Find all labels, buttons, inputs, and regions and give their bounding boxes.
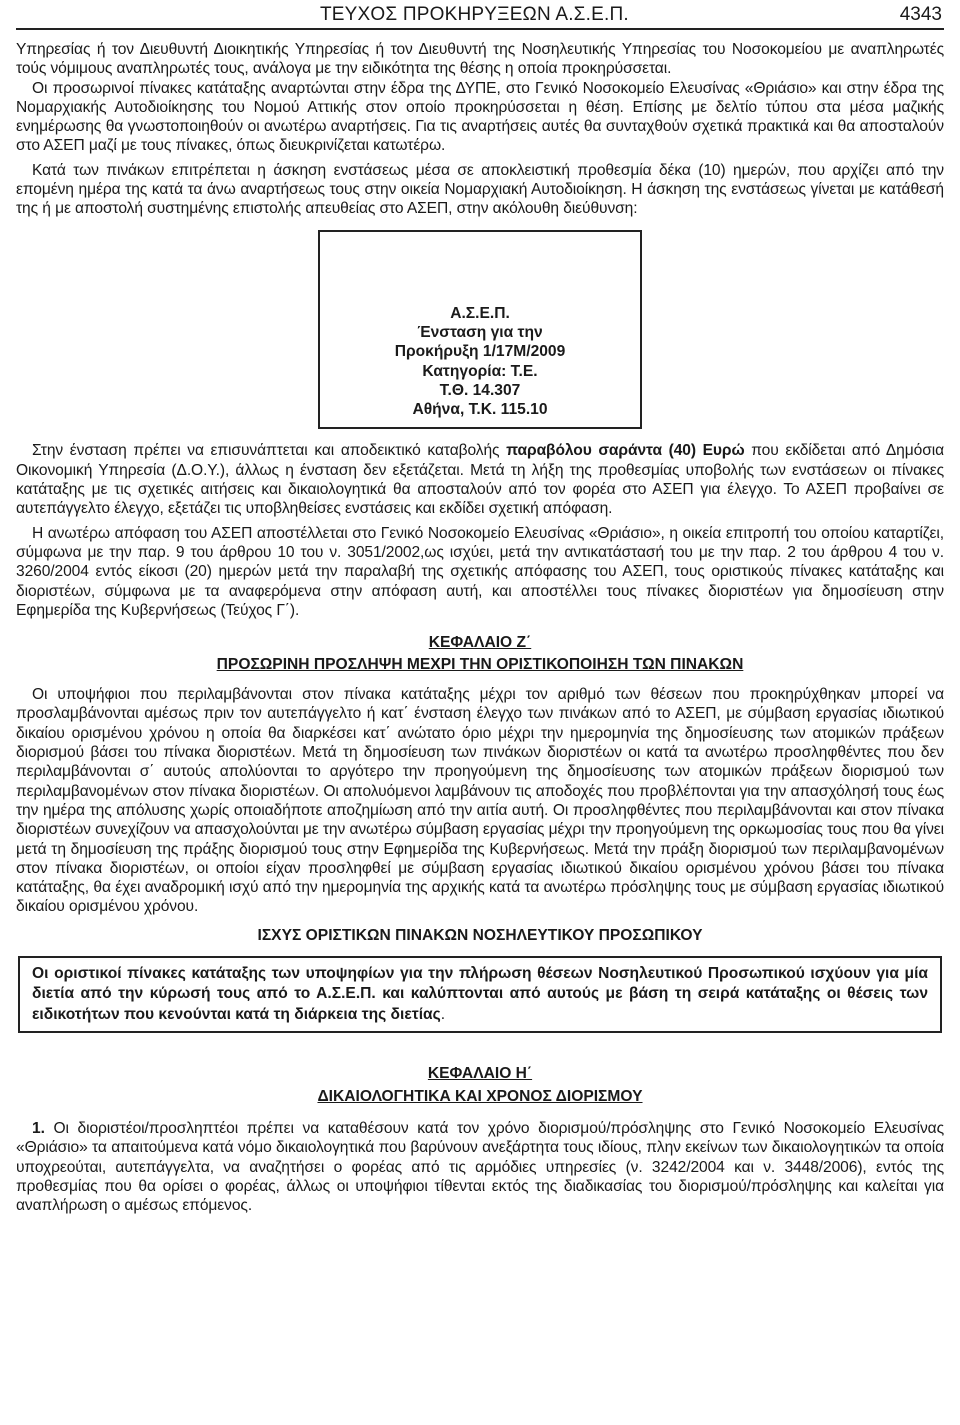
address-line-1: Α.Σ.Ε.Π. [450, 304, 510, 322]
address-box [318, 230, 642, 430]
chapter-z-title: ΠΡΟΣΩΡΙΝΗ ΠΡΟΣΛΗΨΗ ΜΕΧΡΙ ΤΗΝ ΟΡΙΣΤΙΚΟΠΟΙΗΣΗ ΤΩΝ ΠΙΝΑΚΩΝ [216, 656, 744, 674]
address-line-2: Ένσταση για την [417, 323, 543, 341]
document-page [16, 0, 944, 1216]
validity-heading: ΙΣΧΥΣ ΟΡΙΣΤΙΚΩΝ ΠΙΝΑΚΩΝ ΝΟΣΗΛΕΥΤΙΚΟΥ ΠΡΟΣΩΠΙΚΟΥ [257, 926, 703, 944]
paragraph-7-text: Οι διοριστέοι/προσληπτέοι πρέπει να καταθέσουν κατά τον χρόνο διορισμού/πρόσληψης στο Γενικό Νοσοκομείο Ελευσίνας «Θριάσιο» τα απαιτούμενα κατά νόμο δικαιολογητικά που βαρύνουν ανεξάρτητα τους ιδίους, πλην εκείνων των δικαιολογητικών τα οποία υποχρεούται, αυτεπάγγελτα, να αναζητήσει ο φορέας από τις αρμόδιες υπηρεσίες (ν. 3242/2004 και ν. 3448/2006), εντός της προθεσμίας που θα ορίσει ο φορέας, άλλως οι υποψήφιοι τίθενται εκτός της διαδικασίας του διορισμού/πρόσληψης και καλείται για αναπλήρωση ο αμέσως επόμενος. [16, 1120, 944, 1215]
validity-end: . [440, 1005, 446, 1023]
paragraph-3: Κατά των πινάκων επιτρέπεται η άσκηση ενστάσεως μέσα σε αποκλειστική προθεσμία δέκα (10) ημερών, που αρχίζει από την επομένη ημέρα της κατά τα άνω αναρτήσεως τους στην οικεία Νομαρχιακή Αυτοδιοίκηση. Η άσκηση της ενστάσεως γίνεται με κατάθεσή της ή με αποστολή συστημένης επιστολής απευθείας στο ΑΣΕΠ, στην ακόλουθη διεύθυνση: [16, 161, 944, 218]
chapter-h-heading: ΚΕΦΑΛΑΙΟ Η΄ [427, 1065, 533, 1083]
paragraph-6: Οι υποψήφιοι που περιλαμβάνονται στον πίνακα κατάταξης μέχρι τον αριθμό των θέσεων που προκηρύχθηκαν μπορεί να προσλαμβάνονται αμέσως πριν τον αυτεπάγγελτο ή κατ΄ ένσταση έλεγχο των πινάκων από το ΑΣΕΠ, με σύμβαση εργασίας ιδιωτικού δικαίου ορισμένου χρόνου η οποία θα διαρκέσει κατ΄ ανώτατο όριο μέχρι την ημερομηνία της δημοσίευσης των ατομικών πράξεων διορισμού βάσει του πίνακα διοριστέων. Μετά τη δημοσίευση των πινάκων διοριστέων οι κατά τα ανωτέρω προσληφθέντες που δεν περιλαμβάνονται σ΄ αυτούς απολύονται το αργότερο την προηγούμενη της δημοσίευσης των ατομικών πράξεων διορισμού των περιλαμβανομένων στον πίνακα διοριστέων. Οι απολυόμενοι λαμβάνουν τις αποδοχές που προβλέπονται για την απασχόλησή τους έως την ημέρα της απόλυσης χωρίς οποιαδήποτε αποζημίωση από την αιτία αυτή. Οι προσληφθέντες που περιλαμβάνονται και στον πίνακα διοριστέων συνεχίζουν να απασχολούνται με την ανωτέρω σύμβαση εργασίας μέχρι την προηγούμενη της ορκωμοσίας τους που θα γίνει μετά τη δημοσίευση της πράξης διορισμού τους στην Εφημερίδα της Κυβερνήσεως. Μετά την πράξη διορισμού των περιλαμβανομένων στον πίνακα διοριστέων, οι οποίοι είχαν προσληφθεί με σύμβαση εργασίας ιδιωτικού δικαίου ορισμένου χρόνου βάσει του πίνακα κατάταξης, θα έχει αναδρομική ισχύ από την ημερομηνία της αρχικής κατά τα ανωτέρω πρόσληψης τους με σύμβαση εργασίας ιδιωτικού δικαίου ορισμένου χρόνου. [16, 686, 944, 916]
address-line-6: Αθήνα, Τ.Κ. 115.10 [412, 401, 548, 419]
paragraph-4 [16, 441, 944, 518]
paragraph-4-start: Στην ένσταση πρέπει να επισυνάπτεται και αποδεικτικό καταβολής [32, 442, 507, 460]
address-line-4: Κατηγορία: Τ.Ε. [422, 362, 538, 380]
validity-box [18, 956, 942, 1034]
chapter-z-heading: ΚΕΦΑΛΑΙΟ Ζ΄ [428, 634, 532, 652]
item-number: 1. [32, 1120, 45, 1138]
page-number: 4343 [899, 4, 942, 25]
paragraph-1: Υπηρεσίας ή τον Διευθυντή Διοικητικής Υπηρεσίας ή τον Διευθυντή της Νοσηλευτικής Υπηρεσίας του Νοσοκομείου με αναπληρωτές τούς νόμιμους αναπληρωτές τους, ανάλογα με την ειδικότητα της θέσης η οποία προκηρύσσεται. [16, 41, 944, 78]
paragraph-7 [16, 1119, 944, 1215]
paragraph-5: Η ανωτέρω απόφαση του ΑΣΕΠ αποστέλλεται στο Γενικό Νοσοκομείο Ελευσίνας «Θριάσιο», η οικεία επιτροπή του οποίου καταρτίζει, σύμφωνα με την παρ. 9 του άρθρου 10 του ν. 3051/2002,ως ισχύει, μετά την αντικατάστασή του με την παρ. 2 του άρθρου 4 του ν. 3260/2004 εντός είκοσι (20) ημερών μετά την παραλαβή της σχετικής απόφασης του ΑΣΕΠ, τους οριστικούς πίνακες κατάταξης και διοριστέων, σύμφωνα με τα αναφερόμενα στην απόφαση αυτή, και αποστέλλει τους πίνακες διοριστέων για δημοσίευση στην Εφημερίδα της Κυβερνήσεως (Τεύχος Γ΄). [16, 524, 944, 619]
paragraph-4-rest: που εκδίδεται από Δημόσια Οικονομική Υπηρεσία (Δ.Ο.Υ.), άλλως η ένσταση δεν εξετάζεται. Μετά τη λήξη της προθεσμίας υποβολής των ενστάσεων οι πίνακες κατάταξης με τις σχετικές αιτήσεις και δικαιολογητικά θα αποσταλούν από τον φορέα στο ΑΣΕΠ για έλεγχο. Το ΑΣΕΠ προβαίνει σε αυτεπάγγελτο έλεγχο, εξετάζει τις υποβληθείσες ενστάσεις και εκδίδει σχετική απόφαση. [16, 442, 944, 518]
validity-text: Οι οριστικοί πίνακες κατάταξης των υποψηφίων για την πλήρωση θέσεων Νοσηλευτικού Προσωπικού ισχύουν για μία διετία από την κύρωσή τους από το Α.Σ.Ε.Π. και καλύπτονται από αυτούς με βάση τη σειρά κατάταξης οι θέσεις των ειδικοτήτων που κενούνται κατά τη διάρκεια της διετίας [32, 964, 928, 1023]
paragraph-2: Οι προσωρινοί πίνακες κατάταξης αναρτώνται στην έδρα της ΔΥΠΕ, στο Γενικό Νοσοκομείο Ελευσίνας «Θριάσιο» και στην έδρα της Νομαρχιακής Αυτοδιοίκησης του Νομού Αττικής στον οποίο προκηρύσσεται η θέση. Επίσης με δελτίο τύπου στα μέσα μαζικής ενημέρωσης θα γνωστοποιηθούν οι ανωτέρω αναρτήσεις. Για τις αναρτήσεις αυτές θα συνταχθούν σχετικά πρακτικά και θα αποσταλούν στο ΑΣΕΠ μαζί με τους πίνακες, όπως διευκρινίζεται κατωτέρω. [16, 79, 944, 155]
address-line-5: Τ.Θ. 14.307 [439, 381, 521, 399]
issue-title: ΤΕΥΧΟΣ ΠΡΟΚΗΡΥΞΕΩΝ Α.Σ.Ε.Π. [320, 4, 629, 25]
page-header [16, 2, 944, 32]
fee-amount: παραβόλου σαράντα (40) Ευρώ [506, 442, 745, 460]
header-rule [16, 28, 944, 30]
chapter-h-title: ΔΙΚΑΙΟΛΟΓΗΤΙΚΑ ΚΑΙ ΧΡΟΝΟΣ ΔΙΟΡΙΣΜΟΥ [317, 1088, 643, 1106]
address-line-3: Προκήρυξη 1/17Μ/2009 [394, 343, 566, 361]
